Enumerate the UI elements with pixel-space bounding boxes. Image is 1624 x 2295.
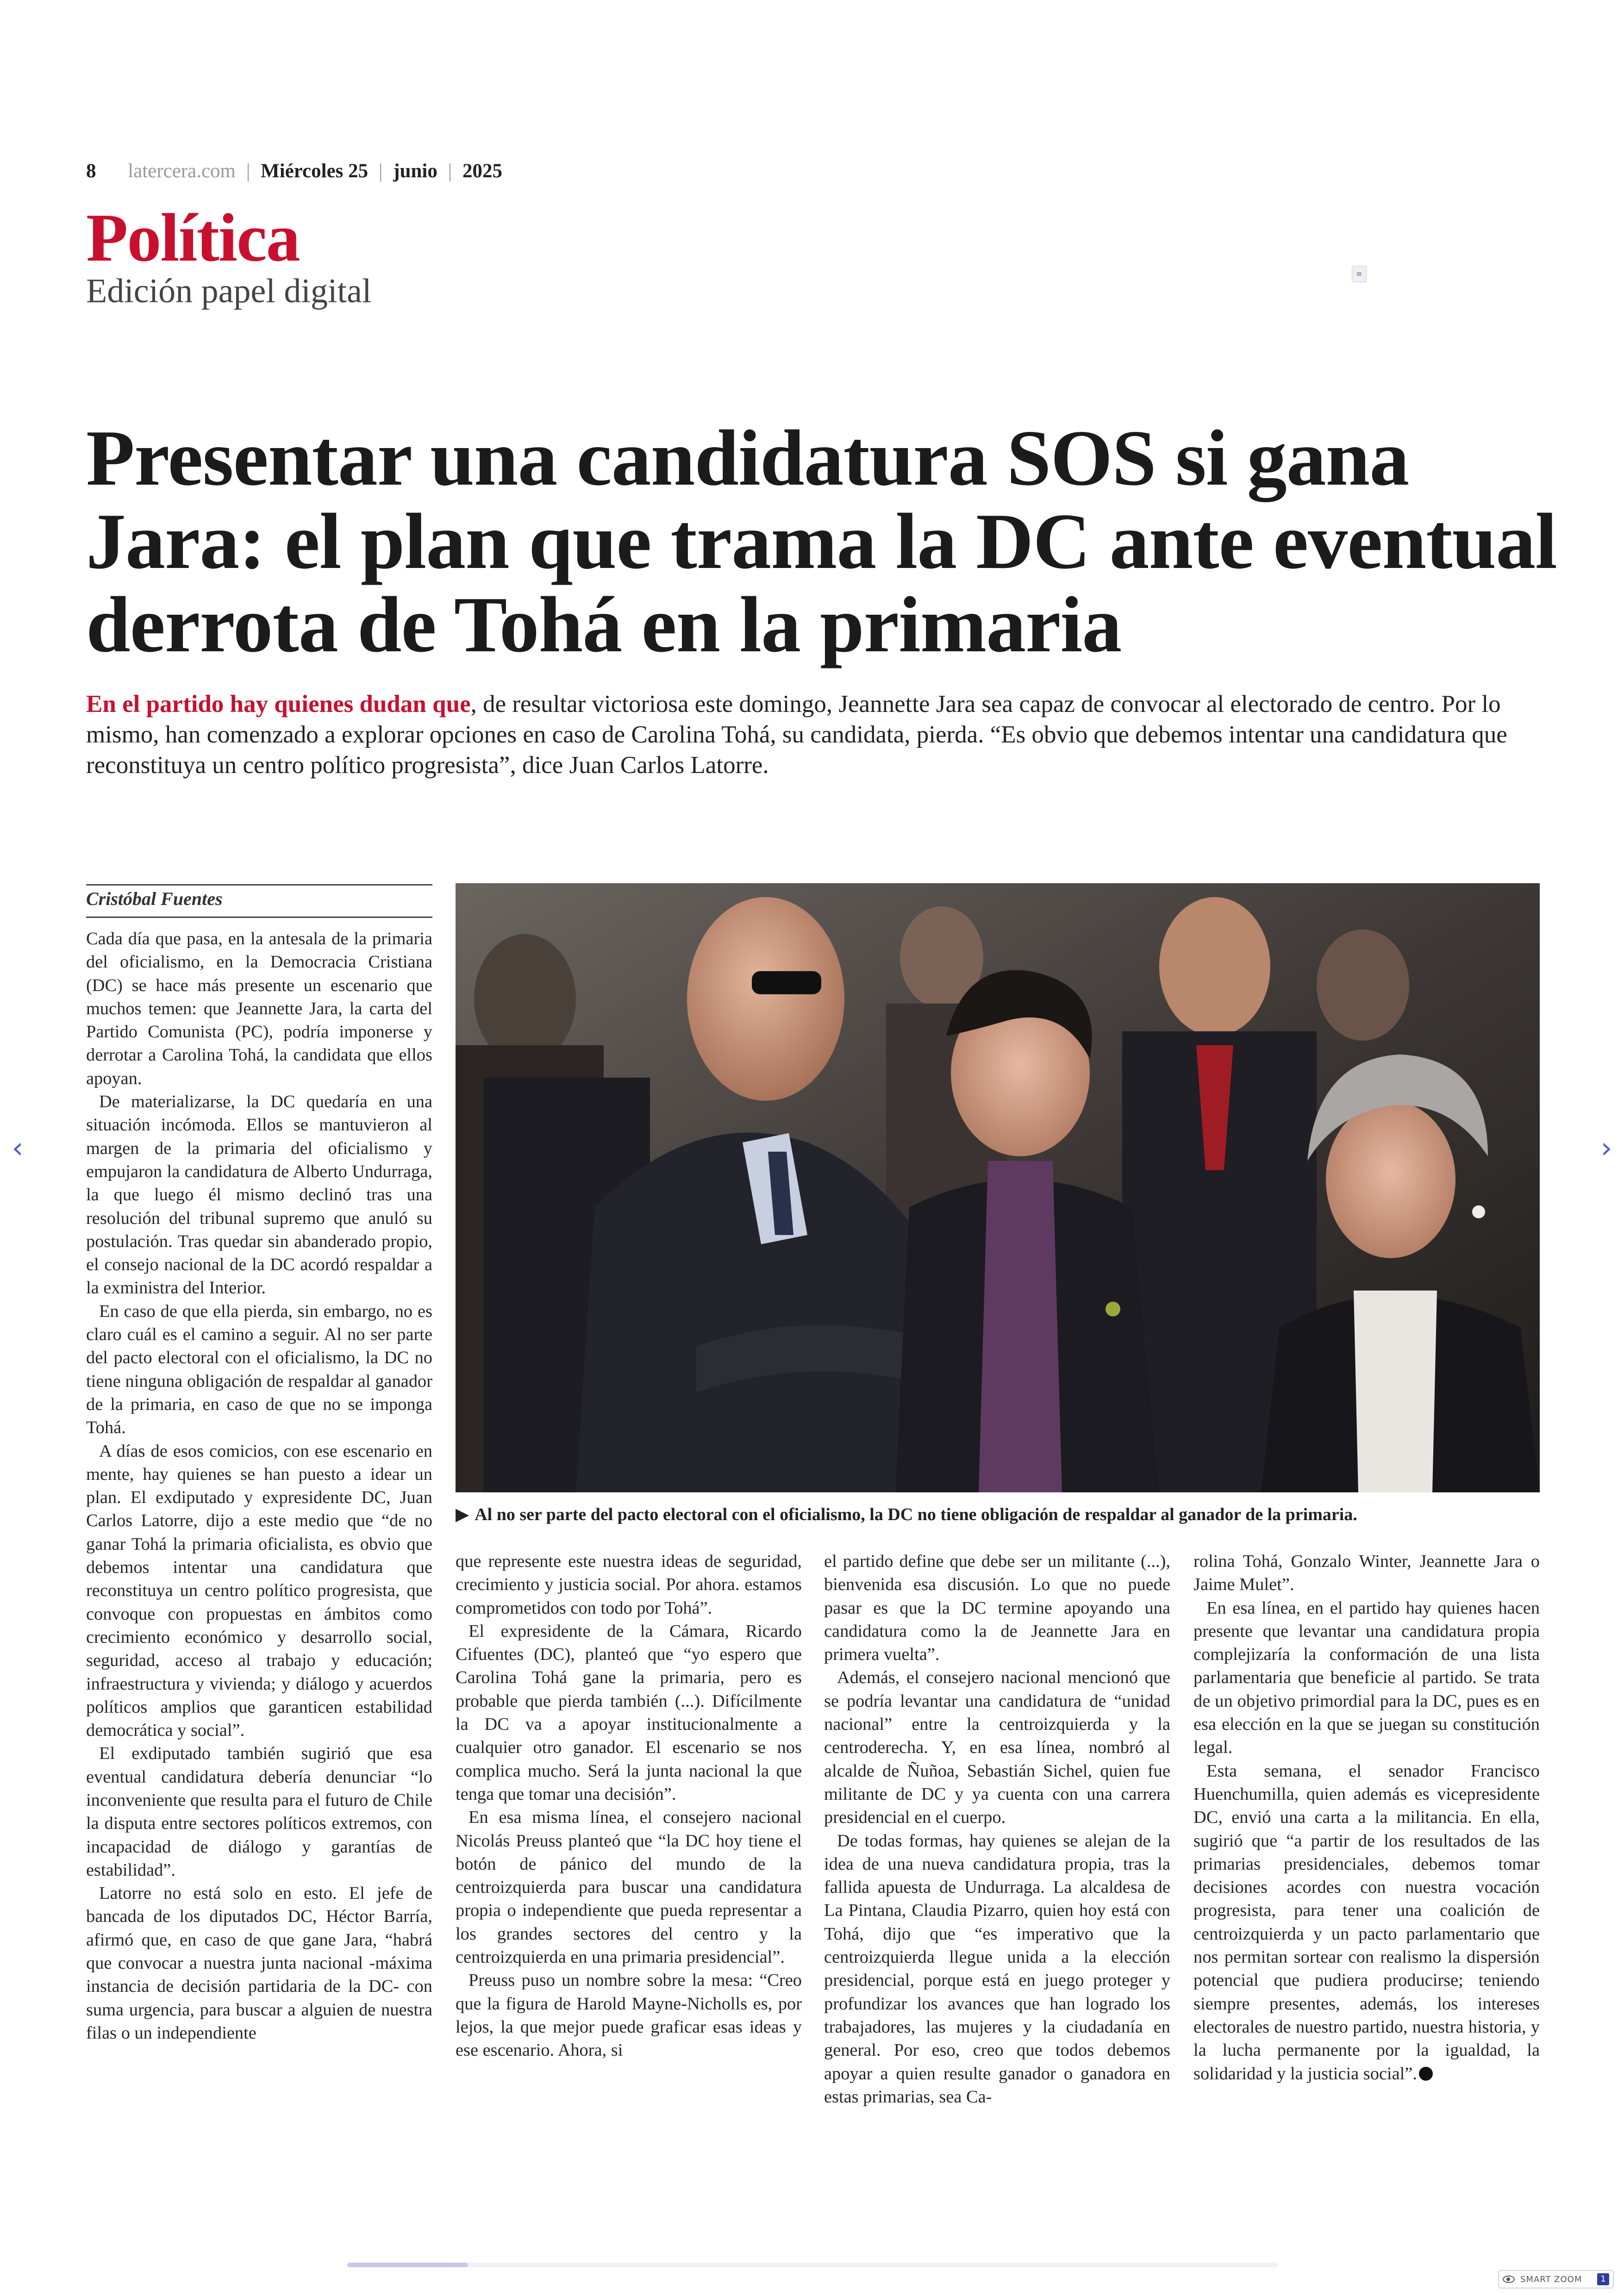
photo-caption-text: Al no ser parte del pacto electoral con el oficialismo, la DC no tiene obligación de respaldar al ganador de la primaria. (475, 1505, 1357, 1524)
paragraph: Esta semana, el senador Francisco Huenchumilla, quien además es vicepresidente DC, envió una carta a la militancia. En ella, sugirió que “a partir de los resultados de las primarias presidenciales, debemos tomar decisiones acordes con nuestra vocación progresista, para tener una coalición de centroizquierda y un pacto parlamentario que nos permitan sortear con realismo la dispersión potencial que pudiera producirse; teniendo siempre presentes, además, los intereses electorales de nuestro partido, nuestra historia, y la lucha permanente por la igualdad, la solidaridad y la justicia social”. (1193, 1761, 1540, 2083)
paragraph: De todas formas, hay quienes se alejan de la idea de una nueva candidatura propia, tras la fallida apuesta de Undurraga. La alcaldesa de La Pintana, Claudia Pizarro, quien hoy está con Tohá, dijo que “es imperativo que la centroizquierda llegue unida a la elección presidencial, porque está en juego proteger y profundizar los avances que han logrado los trabajadores, las mujeres y la ciudadanía en general. Por eso, creo que todos debemos apoyar a quien resulte ganador o ganadora en estas primarias, sea Ca- (824, 1831, 1170, 2107)
edition-label: Edición papel digital (86, 272, 372, 310)
page-scroll-thumb[interactable] (347, 2263, 468, 2267)
paragraph: A días de esos comicios, con ese escenario en mente, hay quienes se han puesto a idear un plan. El exdiputado y expresidente DC, Juan Carlos Latorre, dijo a este medio que “de no ganar Tohá la primaria oficialista, es obvio que debemos intentar una candidatura que reconstituya un centro político progresista, que convoque con propuestas en ámbitos como crecimiento económico y desarrollo social, seguridad, acceso al trabajo y educación; infraestructura y vivienda; y diálogo y acuerdos políticos amplios que garanticen estabilidad democrática y social”. (86, 1441, 432, 1740)
photo-caption (456, 1503, 1540, 1525)
end-of-article-icon (1419, 2067, 1433, 2081)
chevron-left-icon[interactable]: ‹ (12, 1131, 24, 1165)
paragraph: rolina Tohá, Gonzalo Winter, Jeannette Jara o Jaime Mulet”. (1193, 1552, 1540, 1595)
page-scroll-track[interactable] (347, 2263, 1278, 2267)
article-photo[interactable] (456, 883, 1540, 1492)
paragraph: En esa misma línea, el consejero nacional Nicolás Preuss planteó que “la DC hoy tiene el botón de pánico del mundo de la centroizquierda para buscar una candidatura propia o independiente que pueda representar a los grandes sectores del centro y la centroizquierda en una primaria presidencial”. (456, 1808, 802, 1967)
chevron-right-icon[interactable]: › (1600, 1131, 1612, 1165)
page-header-line (86, 160, 502, 182)
paragraph: De materializarse, la DC quedaría en una situación incómoda. Ellos se mantuvieron al margen de la primaria del oficialismo y empujaron la candidatura de Alberto Undurraga, la que luego él mismo declinó tras una resolución del tribunal supremo que anuló su postulación. Tras quedar sin abanderado propio, el consejo nacional de la DC acordó respaldar a la exministra del Interior. (86, 1092, 432, 1298)
paragraph: En esa línea, en el partido hay quienes hacen presente que levantar una candidatura propia complejizaría la conformación de una lista parlamentaria que beneficie al partido. Se trata de un objetivo primordial para la DC, pues es en esa elección en la que se juegan su constitución legal. (1193, 1598, 1540, 1758)
page-number: 8 (86, 160, 96, 182)
article-headline: Presentar una candidatura SOS si gana Jara: el plan que trama la DC ante eventual derrota de Tohá en la primaria (86, 414, 1557, 669)
smart-zoom-label: SMART ZOOM (1520, 2274, 1582, 2284)
site-name[interactable]: latercera.com (128, 160, 236, 182)
byline-rule (86, 917, 432, 918)
paragraph: que represente este nuestra ideas de seguridad, crecimiento y justicia social. Por ahora. estamos comprometidos con todo por Tohá”. (456, 1552, 802, 1618)
byline-rule (86, 884, 432, 886)
divider: | (378, 160, 383, 182)
lead-text: , de resultar victoriosa este domingo, Jeannette Jara sea capaz de convocar al electorado de centro. Por lo mismo, han comenzado a explorar opciones en caso de Carolina Tohá, su candidata, pierda. “Es obvio que debemos intentar una candidatura que reconstituya un centro político progresista”, dice Juan Carlos Latorre. (86, 691, 1507, 779)
date-weekday: Miércoles 25 (261, 160, 369, 182)
section-title: Política (86, 200, 300, 276)
date-month: junio (393, 160, 437, 182)
paragraph: Además, el consejero nacional mencionó que se podría levantar una candidatura de “unidad nacional” entre la centroizquierda y la centroderecha. Y, en esa línea, nombró al alcalde de Ñuñoa, Sebastián Sichel, quien fue militante de DC y ya cuenta con una carrera presidencial en el cuerpo. (824, 1668, 1170, 1827)
eye-icon (1503, 2276, 1515, 2283)
divider: | (448, 160, 452, 182)
byline: Cristóbal Fuentes (86, 888, 223, 909)
paragraph: Cada día que pasa, en la antesala de la primaria del oficialismo, en la Democracia Cristiana (DC) se hace más presente un escenario que muchos temen: que Jeannette Jara, la carta del Partido Comunista (PC), podría imponerse y derrotar a Carolina Tohá, la candidata que ellos apoyan. (86, 929, 432, 1088)
paragraph: El expresidente de la Cámara, Ricardo Cifuentes (DC), planteó que “yo espero que Carolina Tohá gane la primaria, pero es probable que pierda también (...). Difícilmente la DC va a apoyar institucionalmente a cualquier otro ganador. El escenario se nos complica mucho. Será la junta nacional la que tenga que tomar una decisión”. (456, 1621, 802, 1804)
caption-arrow-icon: ▶ (456, 1505, 469, 1524)
paragraph: El exdiputado también sugirió que esa eventual candidatura debería denunciar “lo inconveniente que resulta para el futuro de Chile la disputa entre sectores políticos extremos, con incapacidad de diálogo y garantías de estabilidad”. (86, 1744, 432, 1880)
article-column-1 (86, 927, 432, 2045)
article-lead (86, 689, 1558, 780)
paragraph: el partido define que debe ser un militante (...), bienvenida esa discusión. Lo que no puede pasar es que la DC termine apoyando una candidatura como la de Jeannette Jara en primera vuelta”. (824, 1552, 1170, 1665)
smart-zoom-button[interactable] (1498, 2270, 1614, 2289)
article-column-2 (456, 1550, 802, 2062)
page-marker-icon[interactable]: ≡ (1352, 266, 1367, 282)
divider: | (246, 160, 250, 182)
article-column-4 (1193, 1550, 1540, 2085)
paragraph: En caso de que ella pierda, sin embargo, no es claro cuál es el camino a seguir. Al no ser parte del pacto electoral con el oficialismo, la DC no tiene ninguna obligación de respaldar al ganador de la primaria, en caso de que no se imponga Tohá. (86, 1301, 432, 1438)
paragraph: Latorre no está solo en esto. El jefe de bancada de los diputados DC, Héctor Barría, afirmó que, en caso de que gane Jara, “habrá que convocar a nuestra junta nacional -máxima instancia de decisión partidaria de la DC- con suma urgencia, para buscar a alguien de nuestra filas o un independiente (86, 1883, 432, 2043)
lead-highlight: En el partido hay quienes dudan que (86, 691, 471, 717)
page-count-badge: 1 (1597, 2273, 1609, 2285)
date-year: 2025 (462, 160, 502, 182)
paragraph: Preuss puso un nombre sobre la mesa: “Creo que la figura de Harold Mayne-Nicholls es, por lejos, la que mejor puede graficar esas ideas y ese escenario. Ahora, si (456, 1971, 802, 2060)
article-column-3 (824, 1550, 1170, 2108)
